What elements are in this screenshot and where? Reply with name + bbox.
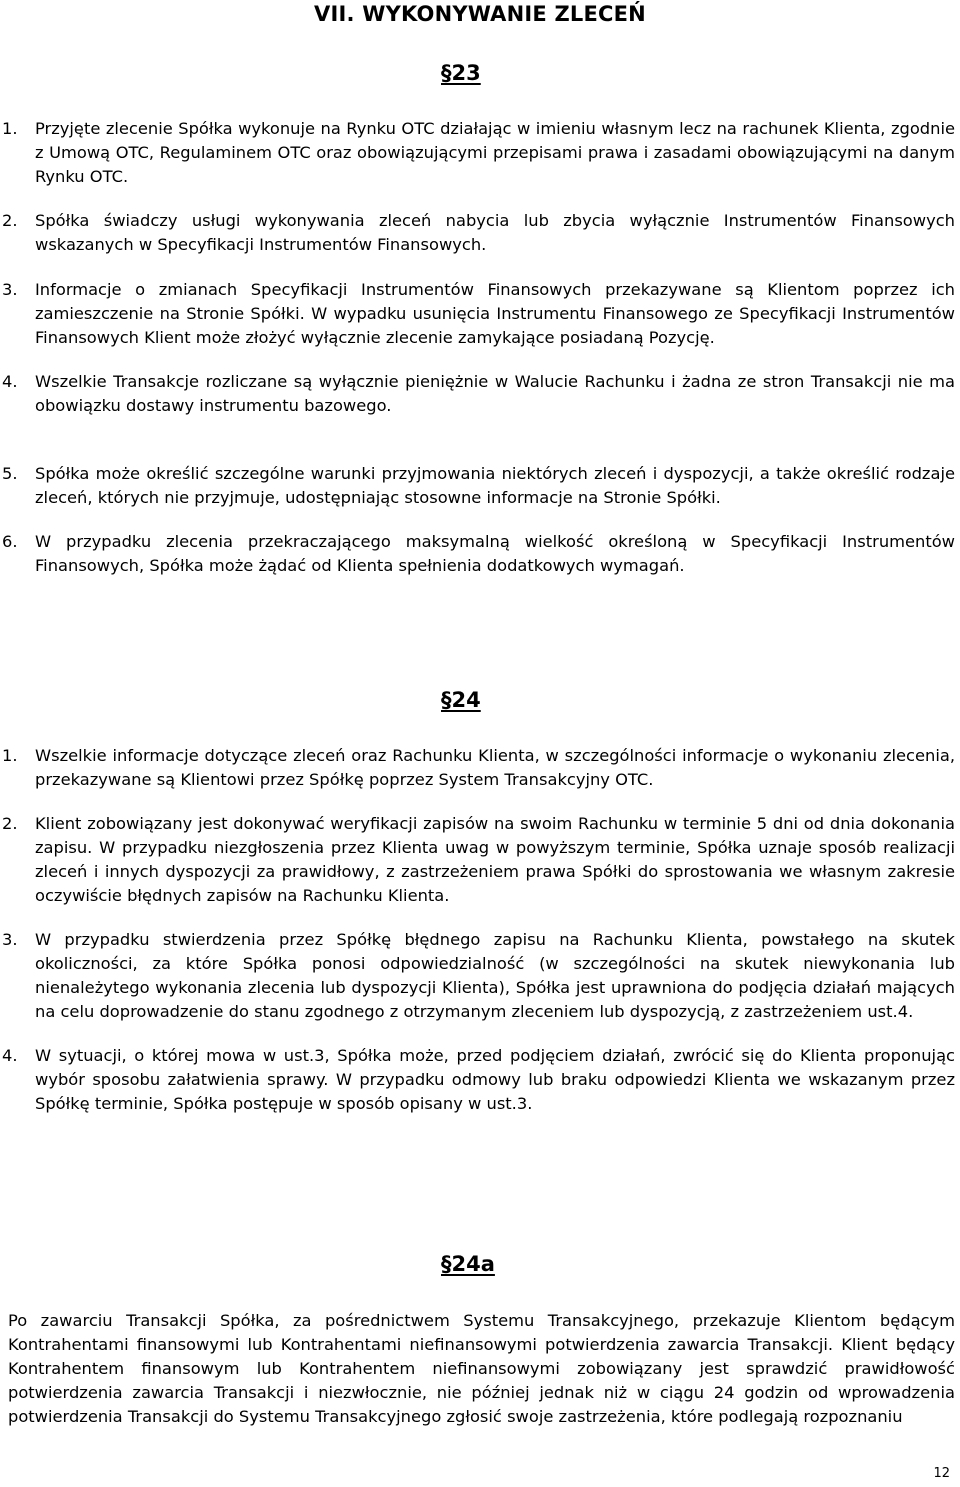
item-text: Informacje o zmianach Specyfikacji Instrumentów Finansowych przekazywane są Klientom poprzez ich zamieszczenie na Stronie Spółki. W wypadku usunięcia Instrumentu Finansowego ze Specyfikacji Instrumentów Finansowych Klient może złożyć wyłącznie zlecenie zamykające posiadaną Pozycję. <box>35 280 955 347</box>
list-item <box>0 744 955 792</box>
item-text: W przypadku zlecenia przekraczającego maksymalną wielkość określoną w Specyfikacji Instrumentów Finansowych, Spółka może żądać od Klienta spełnienia dodatkowych wymagań. <box>35 532 955 575</box>
list-item <box>0 117 955 189</box>
list-item <box>0 278 955 350</box>
section-24a-paragraph: Po zawarciu Transakcji Spółka, za pośrednictwem Systemu Transakcyjnego, przekazuje Klientom będącym Kontrahentami finansowymi lub Kontrahentami niefinansowymi potwierdzenia zawarcia Transakcji. Klient będący Kontrahentem finansowym lub Kontrahentem niefinansowymi zobowiązany jest sprawdzić prawidłowość potwierdzenia zawarcia Transakcji i niezwłocznie, nie później jednak niż w ciągu 24 godzin od wprowadzenia potwierdzenia Transakcji do Systemu Transakcyjnego zgłosić swoje zastrzeżenia, które podlegają rozpoznaniu <box>8 1311 955 1426</box>
section-heading-24a: §24a <box>441 1252 495 1276</box>
item-number: 6. <box>2 532 18 551</box>
item-number: 1. <box>2 746 18 765</box>
item-number: 4. <box>2 372 18 391</box>
item-number: 1. <box>2 119 18 138</box>
list-item <box>0 462 955 510</box>
list-item <box>0 928 955 1024</box>
item-number: 2. <box>2 814 18 833</box>
item-text: Wszelkie Transakcje rozliczane są wyłącznie pieniężnie w Walucie Rachunku i żadna ze stron Transakcji nie ma obowiązku dostawy instrumentu bazowego. <box>35 372 955 415</box>
list-item <box>0 530 955 578</box>
item-text: Przyjęte zlecenie Spółka wykonuje na Rynku OTC działając w imieniu własnym lecz na rachunek Klienta, zgodnie z Umową OTC, Regulaminem OTC oraz obowiązującymi przepisami prawa i zasadami obowiązującymi na danym Rynku OTC. <box>35 119 955 186</box>
item-number: 2. <box>2 211 18 230</box>
list-item <box>0 1044 955 1116</box>
section-heading-24: §24 <box>441 688 481 712</box>
list-item <box>0 209 955 257</box>
section-24-list <box>0 744 955 1116</box>
item-text: Wszelkie informacje dotyczące zleceń oraz Rachunku Klienta, w szczególności informacje o wykonaniu zlecenia, przekazywane są Klientowi przez Spółkę poprzez System Transakcyjny OTC. <box>35 746 955 789</box>
item-text: Spółka świadczy usługi wykonywania zleceń nabycia lub zbycia wyłącznie Instrumentów Finansowych wskazanych w Specyfikacji Instrumentów Finansowych. <box>35 211 955 254</box>
item-number: 4. <box>2 1046 18 1065</box>
list-item <box>0 370 955 418</box>
item-number: 5. <box>2 464 18 483</box>
section-23-list <box>0 117 955 578</box>
list-item <box>0 812 955 908</box>
item-text: Spółka może określić szczególne warunki przyjmowania niektórych zleceń i dyspozycji, a także określić rodzaje zleceń, których nie przyjmuje, udostępniając stosowne informacje na Stronie Spółki. <box>35 464 955 507</box>
item-text: Klient zobowiązany jest dokonywać weryfikacji zapisów na swoim Rachunku w terminie 5 dni od dnia dokonania zapisu. W przypadku niezgłoszenia przez Klienta uwag w powyższym terminie, Spółka uznaje sposób realizacji zleceń i innych dyspozycji za prawidłowy, z zastrzeżeniem prawa Spółki do sprostowania we własnym zakresie oczywiście błędnych zapisów na Rachunku Klienta. <box>35 814 955 905</box>
item-number: 3. <box>2 930 18 949</box>
item-text: W przypadku stwierdzenia przez Spółkę błędnego zapisu na Rachunku Klienta, powstałego na skutek okoliczności, za które Spółka ponosi odpowiedzialność (w szczególności na skutek niewykonania lub nienależytego wykonania zlecenia lub dyspozycji Klienta), Spółka jest uprawniona do podjęcia działań mających na celu doprowadzenie do stanu zgodnego z otrzymanym zleceniem lub dyspozycją, z zastrzeżeniem ust.4. <box>35 930 955 1021</box>
item-number: 3. <box>2 280 18 299</box>
chapter-title: VII. WYKONYWANIE ZLECEŃ <box>314 2 646 26</box>
section-heading-23: §23 <box>441 61 481 85</box>
item-text: W sytuacji, o której mowa w ust.3, Spółka może, przed podjęciem działań, zwrócić się do Klienta proponując wybór sposobu załatwienia sprawy. W przypadku odmowy lub braku odpowiedzi Klienta we wskazanym przez Spółkę terminie, Spółka postępuje w sposób opisany w ust.3. <box>35 1046 955 1113</box>
page-number: 12 <box>933 1466 950 1481</box>
